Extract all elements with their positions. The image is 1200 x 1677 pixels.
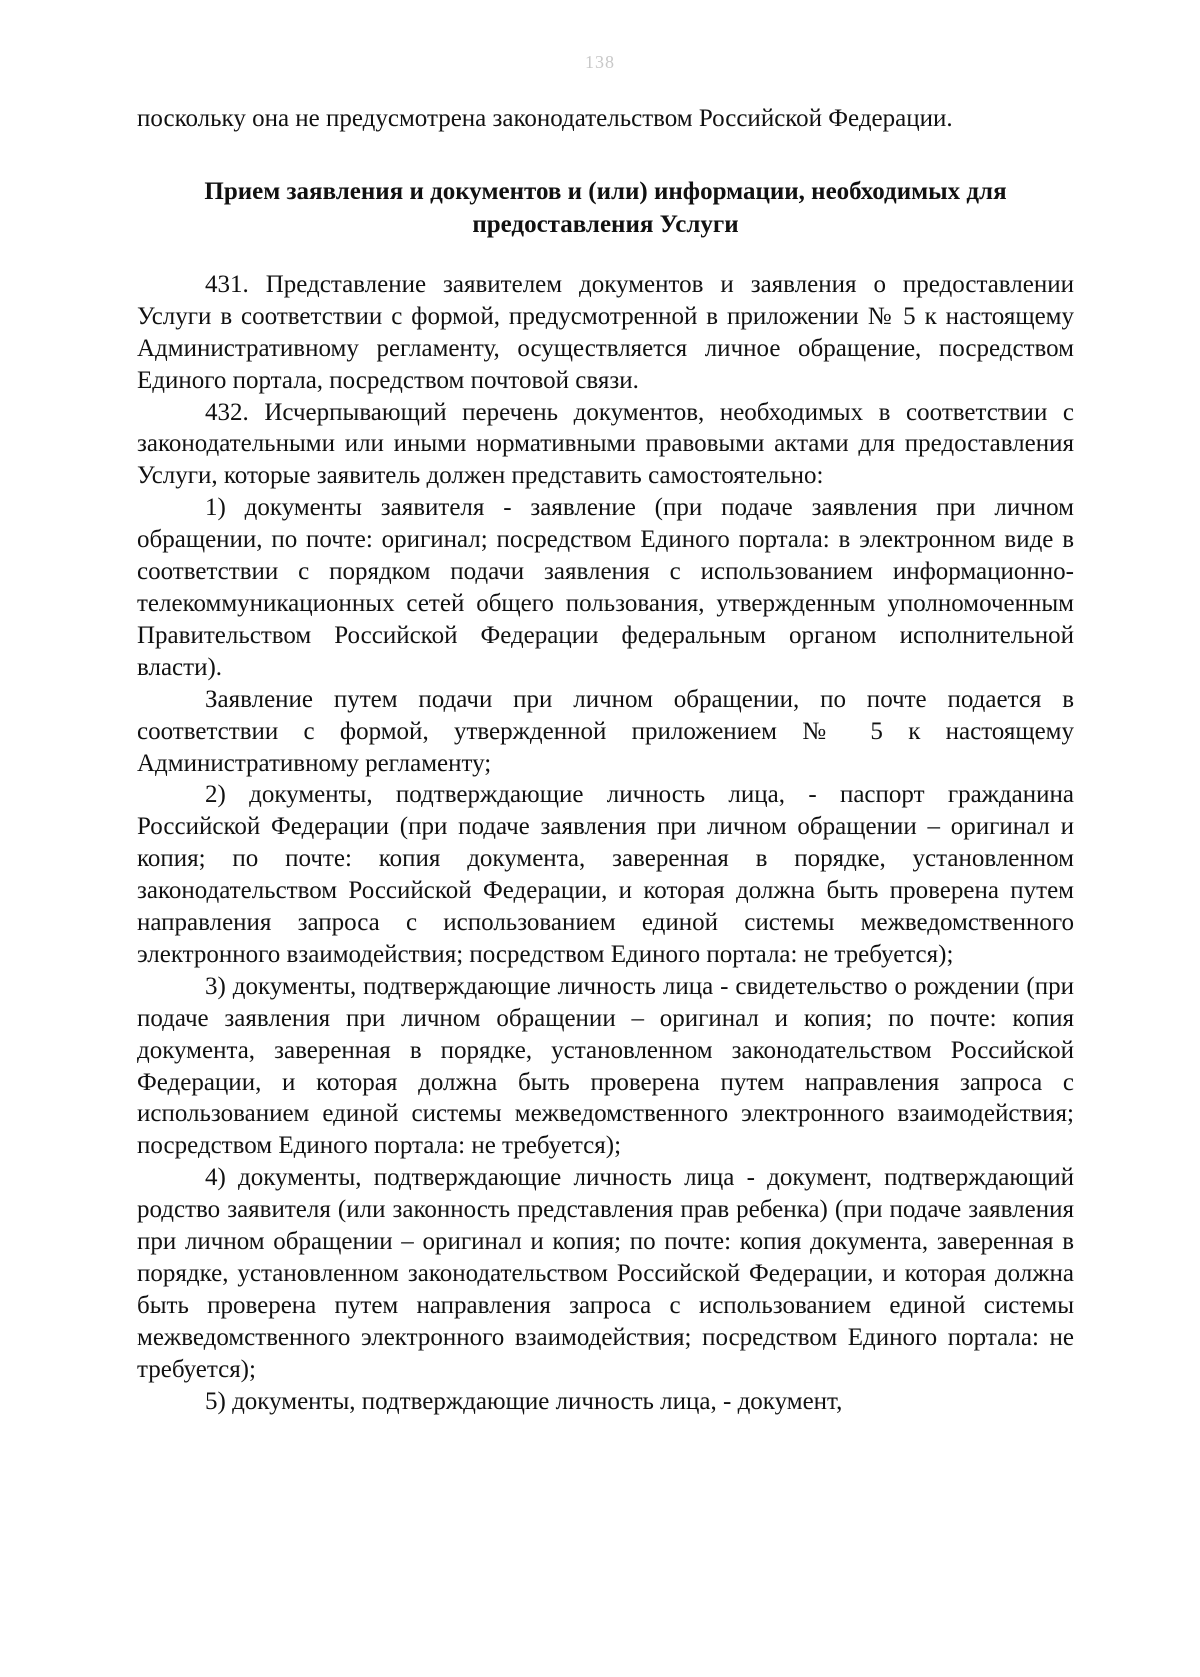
document-body: [137, 103, 1074, 1418]
list-item-4: 4) документы, подтверждающие личность лица - документ, подтверждающий родство заявителя (или законность представления прав ребенка) (при подаче заявления при личном обращении – оригинал и копия; по почте: копия документа, заверенная в порядке, установленном законодательством Российской Федерации, и которая должна быть проверена путем направления запроса с использованием единой системы межведомственного электронного взаимодействия; посредством Единого портала: не требуется);: [137, 1164, 1074, 1383]
list-item-3: 3) документы, подтверждающие личность лица - свидетельство о рождении (при подаче заявления при личном обращении – оригинал и копия; по почте: копия документа, заверенная в порядке, установленном законодательством Российской Федерации, и которая должна быть проверена путем направления запроса с использованием единой системы межведомственного электронного взаимодействия; посредством Единого портала: не требуется);: [137, 972, 1074, 1160]
list-item-1-note: Заявление путем подачи при личном обращении, по почте подается в соответствии с формой, утвержденной приложением № 5 к настоящему Административному регламенту;: [137, 685, 1074, 777]
list-item-2: 2) документы, подтверждающие личность лица, - паспорт гражданина Российской Федерации (при подаче заявления при личном обращении – оригинал и копия; по почте: копия документа, заверенная в порядке, установленном законодательством Российской Федерации, и которая должна быть проверена путем направления запроса с использованием единой системы межведомственного электронного взаимодействия; посредством Единого портала: не требуется);: [137, 781, 1074, 968]
page-number: 138: [585, 52, 615, 72]
section-heading: Прием заявления и документов и (или) информации, необходимых для предоставления Услуги: [204, 177, 1007, 238]
paragraph-432: 432. Исчерпывающий перечень документов, необходимых в соответствии с законодательными или иными нормативными правовыми актами для предоставления Услуги, которые заявитель должен представить самостоятельно:: [137, 398, 1074, 490]
continuation-paragraph: поскольку она не предусмотрена законодательством Российской Федерации.: [137, 105, 953, 132]
list-item-5: 5) документы, подтверждающие личность лица, - документ,: [205, 1387, 843, 1415]
list-item-1: 1) документы заявителя - заявление (при подаче заявления при личном обращении, по почте: оригинал; посредством Единого портала: в электронном виде в соответствии с порядком подачи заявления с использованием информационно-телекоммуникационных сетей общего пользования, утвержденным уполномоченным Правительством Российской Федерации федеральным органом исполнительной власти).: [137, 494, 1074, 681]
paragraph-431: 431. Представление заявителем документов и заявления о предоставлении Услуги в соответствии с формой, предусмотренной в приложении № 5 к настоящему Административному регламенту, осуществляется личное обращение, посредством Единого портала, посредством почтовой связи.: [137, 270, 1074, 394]
